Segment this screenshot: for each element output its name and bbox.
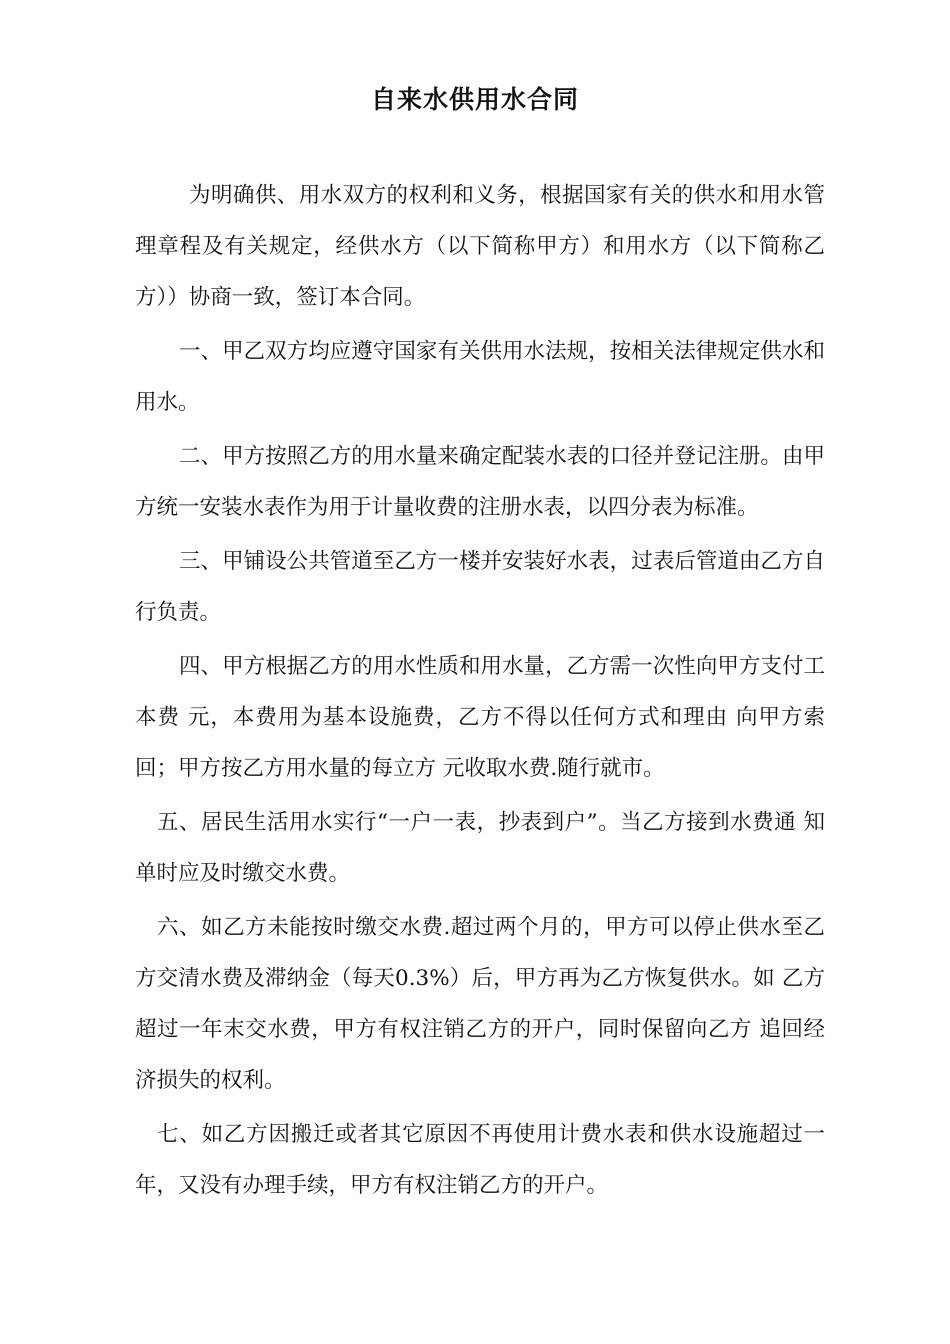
paragraph-preamble: 为明确供、用水双方的权利和义务，根据国家有关的供水和用水管理章程及有关规定，经供水方（以下简称甲方）和用水方（以下简称乙 方））协商一致，签订本合同。 [135, 183, 825, 310]
paragraph-clause-7: 七、如乙方因搬迁或者其它原因不再使用计费水表和供水设施超过一年，又没有办理手续，甲方有权注销乙方的开户。 [135, 1122, 825, 1198]
paragraph-clause-2: 二、甲方按照乙方的用水量来确定配装水表的口径并登记注册。由甲方统一安装水表作为用于计量收费的注册水表，以四分表为标准。 [135, 444, 825, 520]
paragraph-clause-4: 四、甲方根据乙方的用水性质和用水量，乙方需一次性向甲方支付工本费 元，本费用为基本设施费，乙方不得以任何方式和理由 向甲方索回；甲方按乙方用水量的每立方 元收取水费.随行就市。 [135, 654, 825, 781]
paragraph-clause-3: 三、甲铺设公共管道至乙方一楼并安装好水表，过表后管道由乙方自行负责。 [135, 549, 825, 625]
paragraph-clause-1: 一、甲乙双方均应遵守国家有关供用水法规，按相关法律规定供水和用水。 [135, 339, 825, 415]
paragraph-clause-5: 五、居民生活用水实行“一户一表，抄表到户”。当乙方接到水费通 知单时应及时缴交水费。 [135, 810, 825, 886]
paragraph-clause-6: 六、如乙方未能按时缴交水费.超过两个月的，甲方可以停止供水至乙方交清水费及滞纳金（每天0.3%）后，甲方再为乙方恢复供水。如 乙方超过一年末交水费，甲方有权注销乙方的开户，同时保留向乙方 追回经济损失的权利。 [135, 915, 825, 1093]
document-title: 自来水供用水合同 [370, 85, 579, 114]
document-body [135, 170, 825, 1214]
